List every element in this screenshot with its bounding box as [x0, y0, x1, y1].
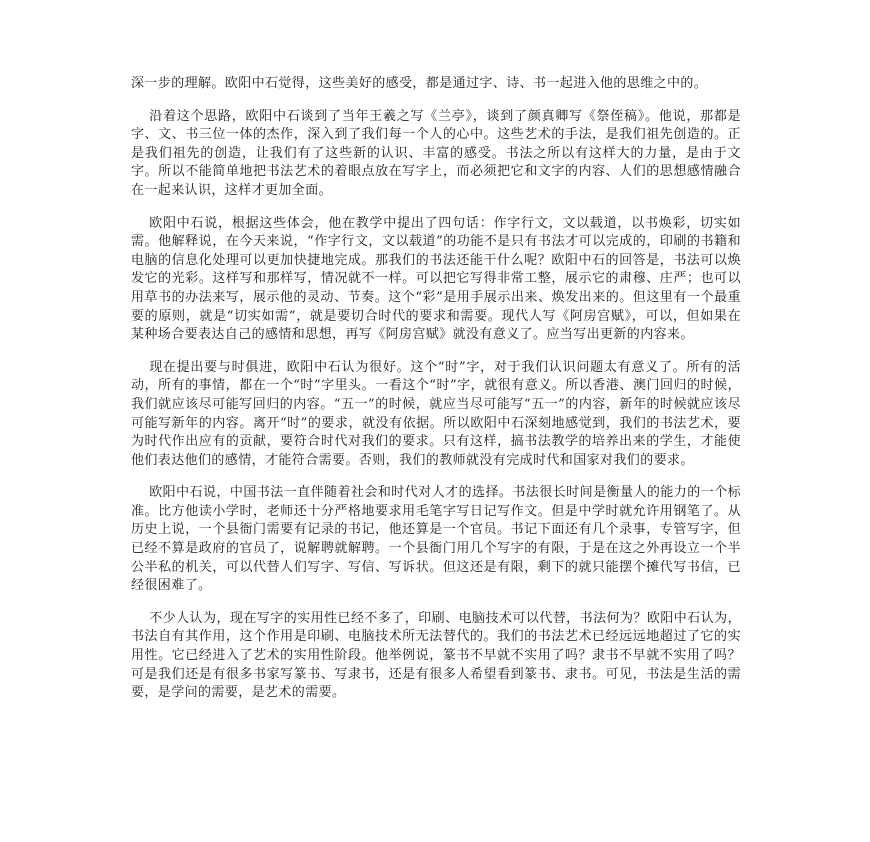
paragraph-1: 深一步的理解。欧阳中石觉得，这些美好的感受，都是通过字、诗、书一起进入他的思维之中的。	[131, 76, 708, 91]
paragraph-3: 欧阳中石说，根据这些体会，他在教学中提出了四句话：作字行文，文以载道，以书焕彩，切实如需。他解释说，在今天来说，“作字行文，文以载道”的功能不是只有书法才可以完成的，印刷的书籍和电脑的信息化处理可以更加快捷地完成。那我们的书法还能干什么呢？欧阳中石的回答是，书法可以焕发它的光彩。这样写和那样写，情况就不一样。可以把它写得非常工整，展示它的肃穆、庄严；也可以用草书的办法来写，展示他的灵动、节奏。这个“彩”是用手展示出来、焕发出来的。但这里有一个最重要的原则，就是“切实如需”，就是要切合时代的要求和需要。现代人写《阿房宫赋》，可以，但如果在某种场合要表达自己的感情和思想，再写《阿房宫赋》就没有意义了。应当写出更新的内容来。	[131, 215, 741, 343]
document-page	[131, 75, 741, 703]
paragraph-4: 现在提出要与时俱进，欧阳中石认为很好。这个“时”字，对于我们认识问题太有意义了。所有的活动，所有的事情，都在一个“时”字里头。一看这个“时”字，就很有意义。所以香港、澳门回归的时候，我们就应该尽可能写回归的内容。“五一”的时候，就应当尽可能写“五一”的内容，新年的时候就应该尽可能写新年的内容。离开“时”的要求，就没有依据。所以欧阳中石深刻地感觉到，我们的书法艺术，要为时代作出应有的贡献，要符合时代对我们的要求。只有这样，搞书法教学的培养出来的学生，才能使他们表达他们的感情，才能符合需要。否则，我们的教师就没有完成时代和国家对我们的要求。	[131, 359, 741, 468]
paragraph-2: 沿着这个思路，欧阳中石谈到了当年王羲之写《兰亭》，谈到了颜真卿写《祭侄稿》。他说，那都是字、文、书三位一体的杰作，深入到了我们每一个人的心中。这些艺术的手法，是我们祖先创造的。正是我们祖先的创造，让我们有了这些新的认识、丰富的感受。书法之所以有这样大的力量，是由于文字。所以不能简单地把书法艺术的着眼点放在写字上，而必须把它和文字的内容、人们的思想感情融合在一起来认识，这样才更加全面。	[131, 108, 741, 198]
paragraph-5: 欧阳中石说，中国书法一直伴随着社会和时代对人才的选择。书法很长时间是衡量人的能力的一个标准。比方他读小学时，老师还十分严格地要求用毛笔字写日记写作文。但是中学时就允许用钢笔了。从历史上说，一个县衙门需要有记录的书记，他还算是一个官员。书记下面还有几个录事，专管写字，但已经不算是政府的官员了，说解聘就解聘。一个县衙门用几个写字的有限，于是在这之外再设立一个半公半私的机关，可以代替人们写字、写信、写诉状。但这还是有限，剩下的就只能摆个摊代写书信，已经很困难了。	[131, 485, 741, 594]
paragraph-6: 不少人认为，现在写字的实用性已经不多了，印刷、电脑技术可以代替，书法何为？欧阳中石认为，书法自有其作用，这个作用是印刷、电脑技术所无法替代的。我们的书法艺术已经远远地超过了它的实用性。它已经进入了艺术的实用性阶段。他举例说，篆书不早就不实用了吗？隶书不早就不实用了吗？可是我们还是有很多书家写篆书、写隶书，还是有很多人希望看到篆书、隶书。可见，书法是生活的需要，是学问的需要，是艺术的需要。	[131, 610, 741, 701]
